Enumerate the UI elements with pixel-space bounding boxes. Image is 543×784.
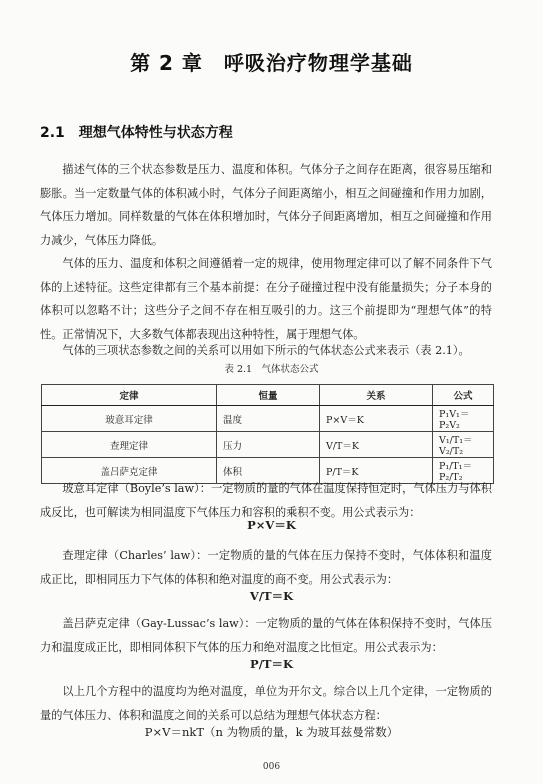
paragraph-boyle-law: 玻意耳定律（Boyle’s law）：一定物质的量的气体在温度保持恒定时，气体压力与体积成反比，也可解读为相同温度下气体压力和容积的乘积不变。用公式表示为： [40,482,492,519]
table-cell: 温度 [217,406,320,432]
section-title: 2.1 理想气体特性与状态方程 [40,125,233,141]
table-cell: P₁/T₁＝ P₂/T₂ [433,458,494,484]
table-cell: 玻意耳定律 [42,406,217,432]
formula-charles: V/T＝K [249,589,294,603]
table-cell: P×V＝K [320,406,433,432]
table-header-row [42,385,494,406]
table-header-cell: 关系 [320,385,433,406]
paragraph-table-intro: 气体的三项状态参数之间的关系可以用如下所示的气体状态公式来表示（表 2.1）。 [62,344,470,357]
paragraph-gay-lussac-law: 盖吕萨克定律（Gay-Lussac’s law）：一定物质的量的气体在体积保持不变时，气体压力和温度成正比，即相同体积下气体的压力和绝对温度之比恒定。用公式表示为： [40,617,492,654]
table-cell: V₁/T₁＝V₂/T₂ [433,432,494,458]
paragraph-ideal-gas-equation: 以上几个方程中的温度均为绝对温度，单位为开尔文。综合以上几个定律，一定物质的量的气体压力、体积和温度之间的关系可以总结为理想气体状态方程： [40,685,492,722]
paragraph-charles-law: 查理定律（Charles’ law）：一定物质的量的气体在压力保持不变时，气体体积和温度成正比，即相同压力下气体的体积和绝对温度的商不变。用公式表示为： [40,549,492,586]
table-cell: 压力 [217,432,320,458]
table-header-cell: 公式 [433,385,494,406]
gas-law-table [41,384,494,484]
page-number: 006 [262,762,281,772]
table-caption: 表 2.1 气体状态公式 [224,364,319,375]
table-row [42,406,494,432]
table-cell: 查理定律 [42,432,217,458]
table-cell: 盖吕萨克定律 [42,458,217,484]
formula-boyle: P×V＝K [247,518,296,532]
table-header-cell: 定律 [42,385,217,406]
paragraph-ideal-gas: 气体的压力、温度和体积之间遵循着一定的规律，使用物理定律可以了解不同条件下气体的上述特征。这些定律都有三个基本前提：在分子碰撞过程中没有能量损失；分子本身的体积可以忽略不计；这些分子之间不存在相互吸引的力。这三个前提即为“理想气体”的特性。正常情况下，大多数气体都表现出这种特性，属于理想气体。 [40,257,492,342]
formula-ideal-gas: P×V＝nkT（n 为物质的量，k 为玻耳兹曼常数） [144,725,399,739]
table-row [42,432,494,458]
table-cell: P₁V₁＝ P₂V₂ [433,406,494,432]
formula-gay-lussac: P/T＝K [250,657,293,671]
table-cell: 体积 [217,458,320,484]
table-cell: P/T＝K [320,458,433,484]
table-header-cell: 恒量 [217,385,320,406]
chapter-title: 第 2 章 呼吸治疗物理学基础 [130,51,413,75]
table-cell: V/T＝K [320,432,433,458]
paragraph-state-parameters: 描述气体的三个状态参数是压力、温度和体积。气体分子之间存在距离，很容易压缩和膨胀。当一定数量气体的体积减小时，气体分子间距离缩小，相互之间碰撞和作用力加剧，气体压力增加。同样数量的气体在体积增加时，气体分子间距离增加，相互之间碰撞和作用力减少，气体压力降低。 [40,163,492,248]
